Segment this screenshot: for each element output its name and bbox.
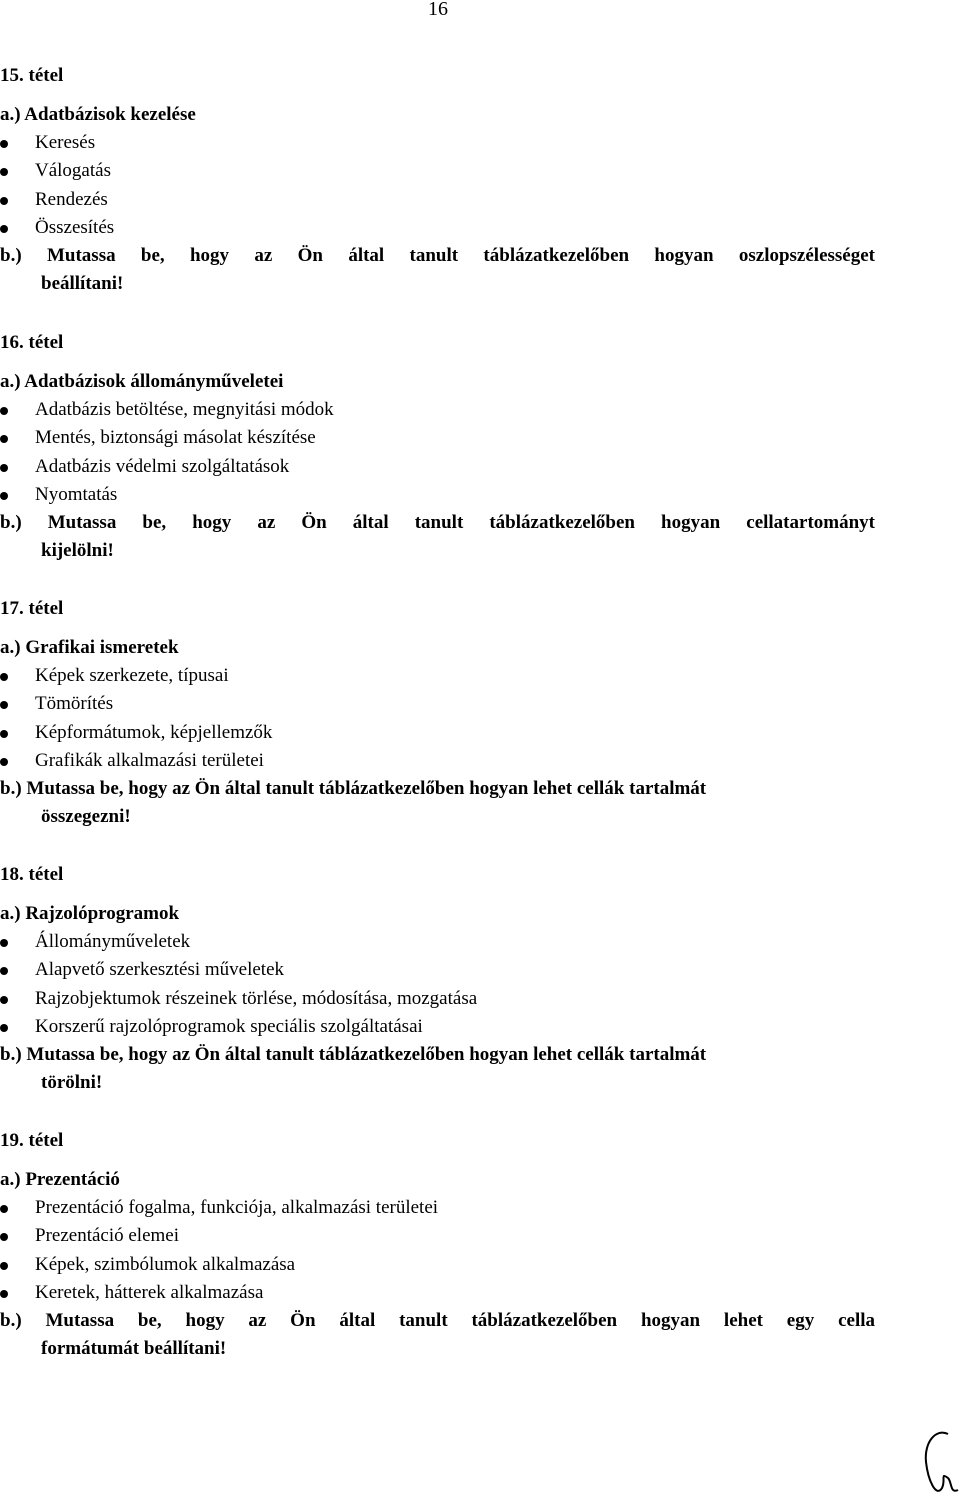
bullet-text: Alapvető szerkesztési műveletek: [35, 959, 285, 980]
bullet-item: [35, 216, 114, 240]
bullet-item: [35, 1281, 263, 1305]
bullet-text: Tömörítés: [35, 693, 114, 714]
bullet-text: Összesítés: [35, 217, 115, 238]
bullet-item: [35, 721, 272, 745]
bullet-text: Képek szerkezete, típusai: [35, 665, 229, 686]
bullet-dot-icon: [0, 225, 8, 233]
bullet-text: Nyomtatás: [35, 484, 118, 505]
bullet-dot-icon: [0, 730, 8, 738]
bullet-dot-icon: [0, 168, 8, 176]
part-a-heading: a.) Adatbázisok állományműveletei: [0, 371, 284, 392]
bullet-text: Prezentáció fogalma, funkciója, alkalmazási területei: [35, 1197, 439, 1218]
bullet-item: [35, 987, 477, 1011]
bullet-text: Keretek, hátterek alkalmazása: [35, 1282, 264, 1303]
bullet-text: Korszerű rajzolóprogramok speciális szolgáltatásai: [35, 1016, 423, 1037]
handwritten-signature: [918, 1428, 960, 1504]
bullet-text: Rajzobjektumok részeinek törlése, módosítása, mozgatása: [35, 988, 478, 1009]
bullet-dot-icon: [0, 673, 8, 681]
bullet-text: Keresés: [35, 132, 96, 153]
part-a-heading: a.) Rajzolóprogramok: [0, 903, 180, 924]
part-b-question: b.) Mutassa be, hogy az Ön által tanult táblázatkezelőben hogyan lehet cellák tartalmát: [0, 1044, 707, 1065]
bullet-dot-icon: [0, 435, 8, 443]
bullet-text: Mentés, biztonsági másolat készítése: [35, 427, 316, 448]
part-b-question: b.) Mutassa be, hogy az Ön által tanult táblázatkezelőben hogyan cellatartományt: [0, 512, 875, 533]
bullet-item: [35, 692, 113, 716]
bullet-dot-icon: [0, 197, 8, 205]
bullet-item: [35, 749, 264, 773]
bullet-item: [35, 958, 284, 982]
part-a-heading: a.) Adatbázisok kezelése: [0, 104, 196, 125]
bullet-text: Grafikák alkalmazási területei: [35, 750, 264, 771]
item-title: 17. tétel: [0, 598, 64, 619]
bullet-dot-icon: [0, 701, 8, 709]
item-title: 15. tétel: [0, 65, 64, 86]
bullet-item: [35, 398, 334, 422]
bullet-dot-icon: [0, 140, 8, 148]
item-title: 18. tétel: [0, 864, 64, 885]
bullet-item: [35, 426, 316, 450]
bullet-text: Adatbázis betöltése, megnyitási módok: [35, 399, 334, 420]
bullet-item: [35, 1196, 438, 1220]
bullet-item: [35, 930, 190, 954]
bullet-item: [35, 131, 95, 155]
bullet-dot-icon: [0, 1233, 8, 1241]
part-b-continuation: törölni!: [41, 1072, 103, 1093]
part-b-question: b.) Mutassa be, hogy az Ön által tanult táblázatkezelőben hogyan lehet cellák tartalmát: [0, 778, 707, 799]
bullet-dot-icon: [0, 1024, 8, 1032]
bullet-text: Prezentáció elemei: [35, 1225, 180, 1246]
part-a-heading: a.) Prezentáció: [0, 1169, 120, 1190]
bullet-text: Képformátumok, képjellemzők: [35, 722, 273, 743]
part-b-continuation: kijelölni!: [41, 540, 114, 561]
part-b-question: b.) Mutassa be, hogy az Ön által tanult táblázatkezelőben hogyan lehet egy cella: [0, 1310, 875, 1331]
bullet-dot-icon: [0, 1262, 8, 1270]
bullet-item: [35, 455, 289, 479]
part-b-continuation: összegezni!: [41, 806, 131, 827]
bullet-dot-icon: [0, 996, 8, 1004]
bullet-dot-icon: [0, 967, 8, 975]
bullet-dot-icon: [0, 464, 8, 472]
item-title: 19. tétel: [0, 1130, 64, 1151]
item-title: 16. tétel: [0, 332, 64, 353]
bullet-item: [35, 1015, 423, 1039]
bullet-dot-icon: [0, 407, 8, 415]
part-b-continuation: beállítani!: [41, 273, 124, 294]
page-number: 16: [428, 0, 448, 20]
part-a-heading: a.) Grafikai ismeretek: [0, 637, 179, 658]
bullet-text: Válogatás: [35, 160, 111, 181]
bullet-text: Állományműveletek: [35, 931, 191, 952]
bullet-item: [35, 188, 108, 212]
bullet-text: Adatbázis védelmi szolgáltatások: [35, 456, 290, 477]
bullet-text: Képek, szimbólumok alkalmazása: [35, 1254, 296, 1275]
bullet-item: [35, 1253, 295, 1277]
bullet-dot-icon: [0, 492, 8, 500]
bullet-item: [35, 664, 229, 688]
bullet-item: [35, 1224, 179, 1248]
bullet-dot-icon: [0, 939, 8, 947]
bullet-dot-icon: [0, 1205, 8, 1213]
bullet-text: Rendezés: [35, 189, 108, 210]
bullet-item: [35, 483, 117, 507]
bullet-dot-icon: [0, 1290, 8, 1298]
part-b-question: b.) Mutassa be, hogy az Ön által tanult táblázatkezelőben hogyan oszlopszélességet: [0, 245, 875, 266]
bullet-dot-icon: [0, 758, 8, 766]
part-b-continuation: formátumát beállítani!: [41, 1338, 227, 1359]
bullet-item: [35, 159, 111, 183]
